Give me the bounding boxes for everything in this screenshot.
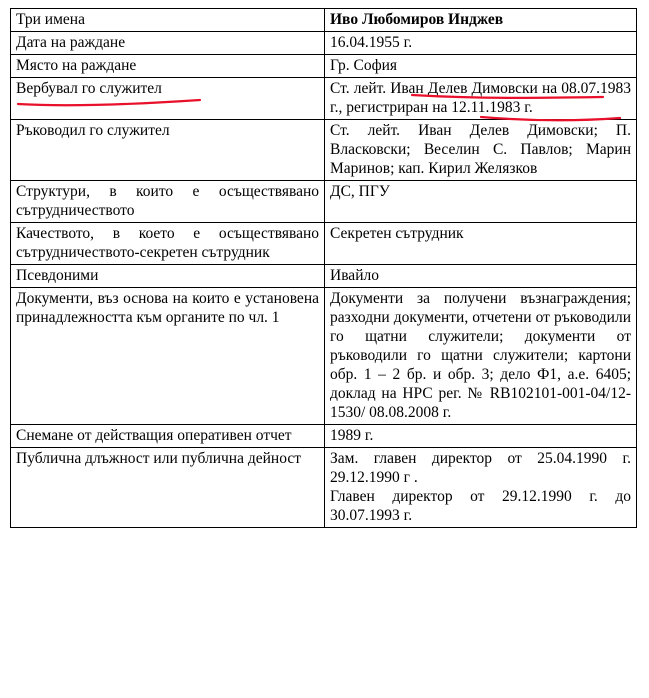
row-label: Псевдоними — [11, 265, 325, 288]
row-value: Ст. лейт. Иван Делев Димовски на 08.07.1983 г., регистриран на 12.11.1983 г. — [325, 78, 637, 120]
row-label: Дата на раждане — [11, 32, 325, 55]
row-value: 1989 г. — [325, 425, 637, 448]
dossier-table — [10, 8, 637, 528]
row-value: Ст. лейт. Иван Делев Димовски; П. Власковски; Веселин С. Павлов; Марин Маринов; кап. Кирил Желязков — [325, 120, 637, 181]
public-position-line: Зам. главен директор от 25.04.1990 г. 29.12.1990 г . — [330, 450, 631, 486]
table-row — [11, 425, 637, 448]
full-name-value: Иво Любомиров Инджев — [325, 9, 637, 32]
row-label: Структури, в които е осъществявано сътрудничеството — [11, 181, 325, 223]
row-value — [325, 448, 637, 528]
table-row — [11, 181, 637, 223]
row-value: Ивайло — [325, 265, 637, 288]
table-row — [11, 78, 637, 120]
table-row — [11, 288, 637, 425]
table-row — [11, 55, 637, 78]
row-label: Публична длъжност или публична дейност — [11, 448, 325, 528]
row-value: Документи за получени възнаграждения; разходни документи, отчетени от ръководили го щатни служители; документи от ръководили го щатни служители; картони обр. 1 – 2 бр. и обр. 3; дело Ф1, а.е. 6405; доклад на НРС рег. № RB102101-001-04/12-1530/ 08.08.2008 г. — [325, 288, 637, 425]
row-value: ДС, ПГУ — [325, 181, 637, 223]
row-label: Място на раждане — [11, 55, 325, 78]
row-value: Секретен сътрудник — [325, 223, 637, 265]
table-row — [11, 265, 637, 288]
row-label: Качеството, в което е осъществявано сътрудничеството-секретен сътрудник — [11, 223, 325, 265]
row-label: Вербувал го служител — [11, 78, 325, 120]
table-row — [11, 32, 637, 55]
row-value: Гр. София — [325, 55, 637, 78]
row-label: Ръководил го служител — [11, 120, 325, 181]
table-row — [11, 9, 637, 32]
public-position-line: Главен директор от 29.12.1990 г. до 30.07.1993 г. — [330, 488, 631, 524]
table-row — [11, 120, 637, 181]
table-row — [11, 223, 637, 265]
row-label: Документи, въз основа на които е установена принадлежността към органите по чл. 1 — [11, 288, 325, 425]
table-row — [11, 448, 637, 528]
row-value: 16.04.1955 г. — [325, 32, 637, 55]
document-page — [10, 8, 636, 528]
row-label: Три имена — [11, 9, 325, 32]
row-label: Снемане от действащия оперативен отчет — [11, 425, 325, 448]
